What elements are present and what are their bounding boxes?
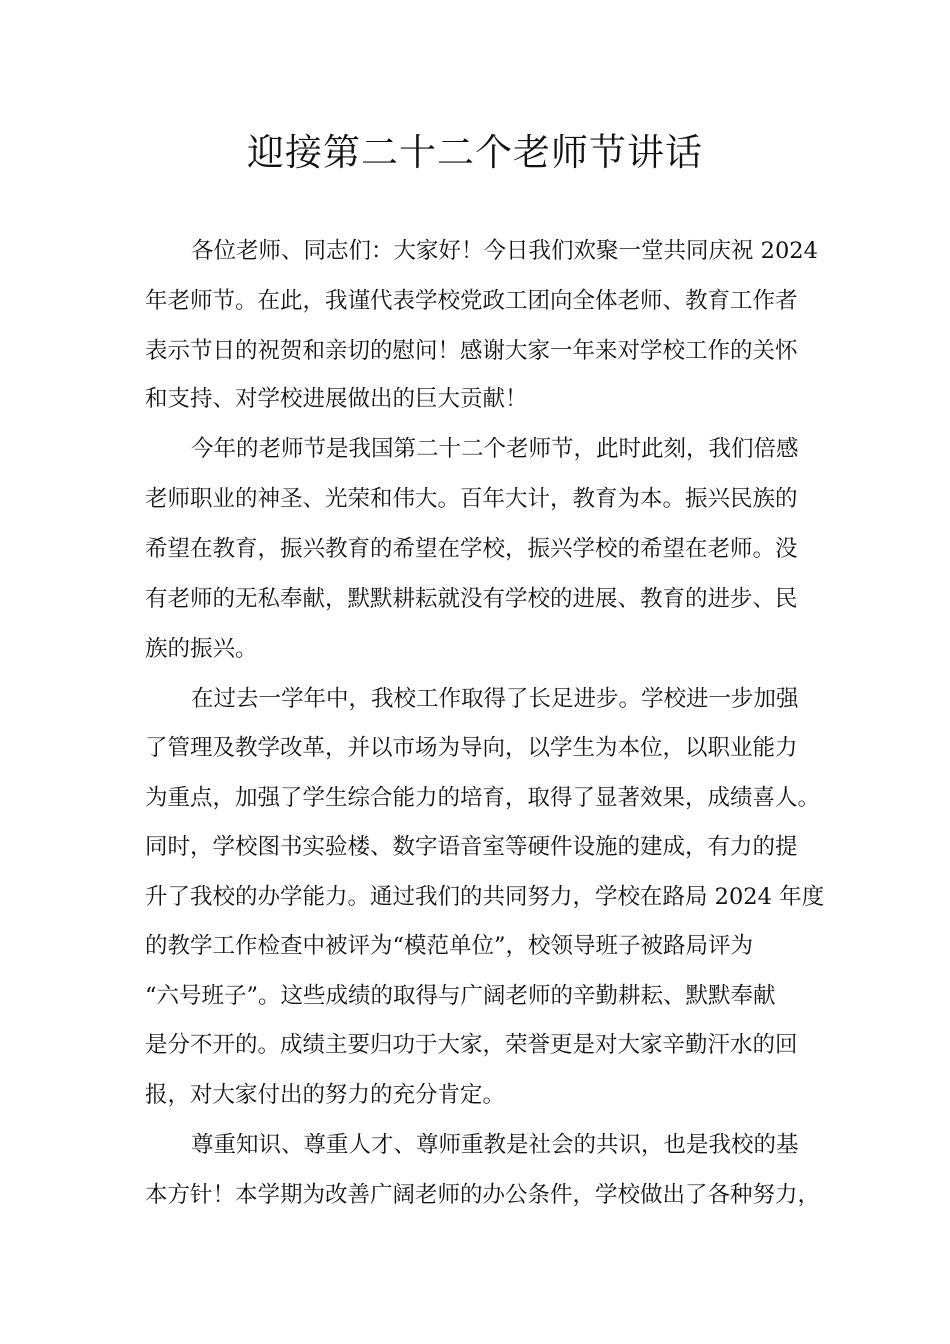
paragraph-line: “六号班子”。这些成绩的取得与广阔老师的辛勤耕耘、默默奉献 — [145, 983, 776, 1009]
paragraph-line: 了管理及教学改革，并以市场为导向，以学生为本位，以职业能力 — [145, 735, 798, 761]
paragraph-line: 希望在教育，振兴教育的希望在学校，振兴学校的希望在老师。没 — [145, 536, 798, 562]
paragraph-line: 族的振兴。 — [145, 636, 258, 662]
paragraph-line: 的教学工作检查中被评为“模范单位”，校领导班子被路局评为 — [145, 933, 754, 959]
paragraph-line: 为重点，加强了学生综合能力的培育，取得了显著效果，成绩喜人。 — [145, 785, 821, 811]
paragraph-line: 尊重知识、尊重人才、尊师重教是社会的共识，也是我校的基 — [191, 1132, 799, 1158]
paragraph-line: 本方针！本学期为改善广阔老师的办公条件，学校做出了各种努力， — [145, 1182, 821, 1208]
paragraph-line: 报，对大家付出的努力的充分肯定。 — [145, 1082, 506, 1108]
paragraph-line: 今年的老师节是我国第二十二个老师节，此时此刻，我们倍感 — [191, 436, 799, 462]
paragraph-line: 在过去一学年中，我校工作取得了长足进步。学校进一步加强 — [191, 686, 799, 712]
paragraph-line: 表示节日的祝贺和亲切的慰问！感谢大家一年来对学校工作的关怀 — [145, 338, 798, 364]
document-title: 迎接第二十二个老师节讲话 — [247, 131, 703, 174]
paragraph-line: 年老师节。在此，我谨代表学校党政工团向全体老师、教育工作者 — [145, 288, 798, 314]
paragraph-line: 同时，学校图书实验楼、数字语音室等硬件设施的建成，有力的提 — [145, 834, 798, 860]
paragraph-line: 升了我校的办学能力。通过我们的共同努力，学校在路局 2024 年度 — [145, 884, 825, 910]
paragraph-line: 和支持、对学校进展做出的巨大贡献！ — [145, 386, 528, 412]
paragraph-line: 老师职业的神圣、光荣和伟大。百年大计，教育为本。振兴民族的 — [145, 486, 798, 512]
paragraph-line: 是分不开的。成绩主要归功于大家，荣誉更是对大家辛勤汗水的回 — [145, 1032, 798, 1058]
paragraph-line: 有老师的无私奉献，默默耕耘就没有学校的进展、教育的进步、民 — [145, 586, 798, 612]
paragraph-line: 各位老师、同志们：大家好！今日我们欢聚一堂共同庆祝 2024 — [191, 238, 818, 264]
